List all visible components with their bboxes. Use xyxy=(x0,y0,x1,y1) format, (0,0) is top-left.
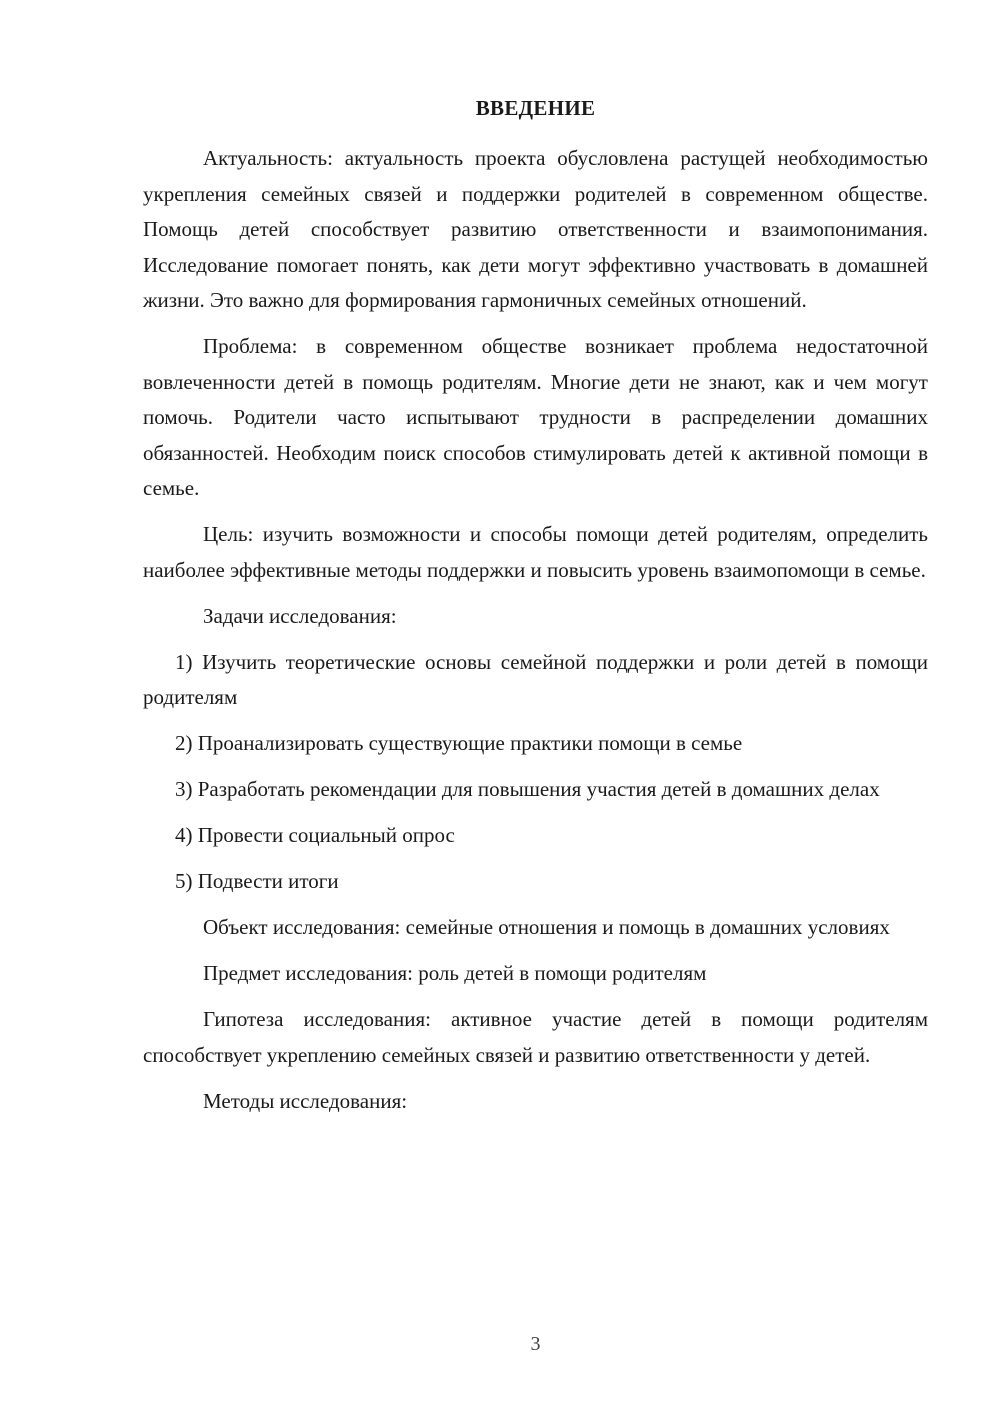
paragraph-relevance: Актуальность: актуальность проекта обусловлена растущей необходимостью укрепления семейных связей и поддержки родителей в современном обществе. Помощь детей способствует развитию ответственности и взаимопонимания. Исследование помогает понять, как дети могут эффективно участвовать в домашней жизни. Это важно для формирования гармоничных семейных отношений. xyxy=(143,146,928,312)
paragraph-hypothesis: Гипотеза исследования: активное участие детей в помощи родителям способствует укреплению семейных связей и развитию ответственности у детей. xyxy=(143,1007,928,1067)
section-title: ВВЕДЕНИЕ xyxy=(475,96,596,120)
paragraph-tasks-heading: Задачи исследования: xyxy=(203,603,397,628)
task-item-4: 4) Провести социальный опрос xyxy=(175,823,455,847)
page-number: 3 xyxy=(530,1333,541,1355)
document-body xyxy=(143,141,928,1130)
task-item-3: 3) Разработать рекомендации для повышения участия детей в домашних делах xyxy=(175,777,880,801)
paragraph-methods: Методы исследования: xyxy=(203,1088,408,1113)
paragraph-goal: Цель: изучить возможности и способы помощи детей родителям, определить наиболее эффективные методы поддержки и повысить уровень взаимопомощи в семье. xyxy=(143,522,928,582)
task-item-5: 5) Подвести итоги xyxy=(175,869,339,893)
paragraph-subject: Предмет исследования: роль детей в помощи родителям xyxy=(203,961,707,985)
task-item-1: 1) Изучить теоретические основы семейной поддержки и роли детей в помощи родителям xyxy=(143,649,928,709)
paragraph-object: Объект исследования: семейные отношения и помощь в домашних условиях xyxy=(203,915,890,939)
task-item-2: 2) Проанализировать существующие практики помощи в семье xyxy=(175,731,743,755)
paragraph-problem: Проблема: в современном обществе возникает проблема недостаточной вовлеченности детей в помощь родителям. Многие дети не знают, как и чем могут помочь. Родители часто испытывают трудности в распределении домашних обязанностей. Необходим поиск способов стимулировать детей к активной помощи в семье. xyxy=(143,334,928,500)
